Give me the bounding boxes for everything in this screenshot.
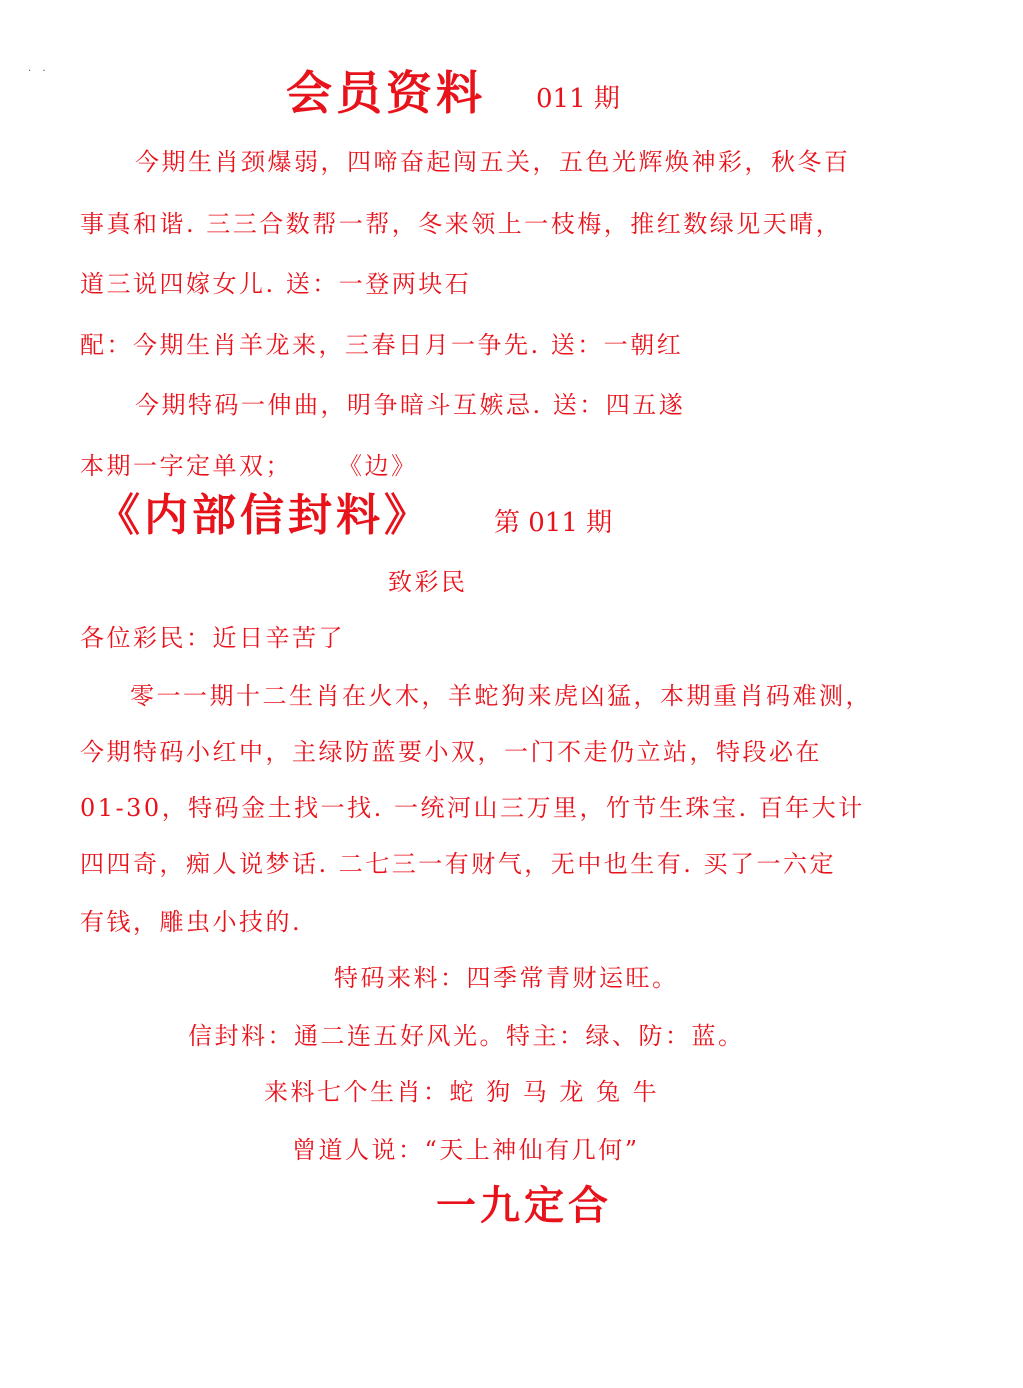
section-title: 《内部信封料》: [96, 490, 432, 541]
section-subtitle: 致彩民: [388, 568, 468, 596]
verse-line-5: 今期特码一伸曲，明争暗斗互嫉忌. 送：四五遂: [135, 391, 686, 419]
special-code-line: 特码来料：四季常青财运旺。: [334, 964, 679, 992]
corner-marks: · ·: [28, 66, 50, 77]
verse-line-6-label: 本期一字定单双；: [80, 452, 292, 480]
final-pick: 一九定合: [436, 1182, 612, 1229]
paragraph-line-5: 有钱，雕虫小技的.: [80, 908, 303, 936]
issue-number: 011 期: [536, 84, 620, 114]
saying-line: 曾道人说：“天上神仙有几何”: [292, 1136, 640, 1164]
greeting: 各位彩民：近日辛苦了: [80, 624, 345, 652]
zodiac-line: 来料七个生肖：蛇 狗 马 龙 兔 牛: [264, 1078, 660, 1106]
verse-line-2: 事真和谐. 三三合数帮一帮，冬来领上一枝梅，推红数绿见天晴，: [80, 210, 843, 238]
section-issue: 第 011 期: [494, 508, 613, 538]
page-title: 会员资料: [286, 66, 486, 120]
verse-line-4: 配：今期生肖羊龙来，三春日月一争先. 送：一朝红: [80, 331, 684, 359]
paragraph-line-2: 今期特码小红中，主绿防蓝要小双，一门不走仍立站，特段必在: [80, 738, 822, 766]
paragraph-line-1: 零一一期十二生肖在火木，羊蛇狗来虎凶猛，本期重肖码难测，: [130, 682, 872, 710]
verse-line-1: 今期生肖颈爆弱，四啼奋起闯五关，五色光辉焕神彩，秋冬百: [135, 148, 851, 176]
verse-line-3: 道三说四嫁女儿. 送：一登两块石: [80, 270, 472, 298]
paragraph-line-3: 01-30，特码金土找一找. 一统河山三万里，竹节生珠宝. 百年大计: [80, 794, 865, 822]
envelope-line: 信封料：通二连五好风光。特主：绿、防：蓝。: [188, 1022, 745, 1050]
paragraph-line-4: 四四奇，痴人说梦话. 二七三一有财气，无中也生有. 买了一六定: [80, 850, 837, 878]
verse-line-6-value: 《边》: [338, 452, 418, 480]
